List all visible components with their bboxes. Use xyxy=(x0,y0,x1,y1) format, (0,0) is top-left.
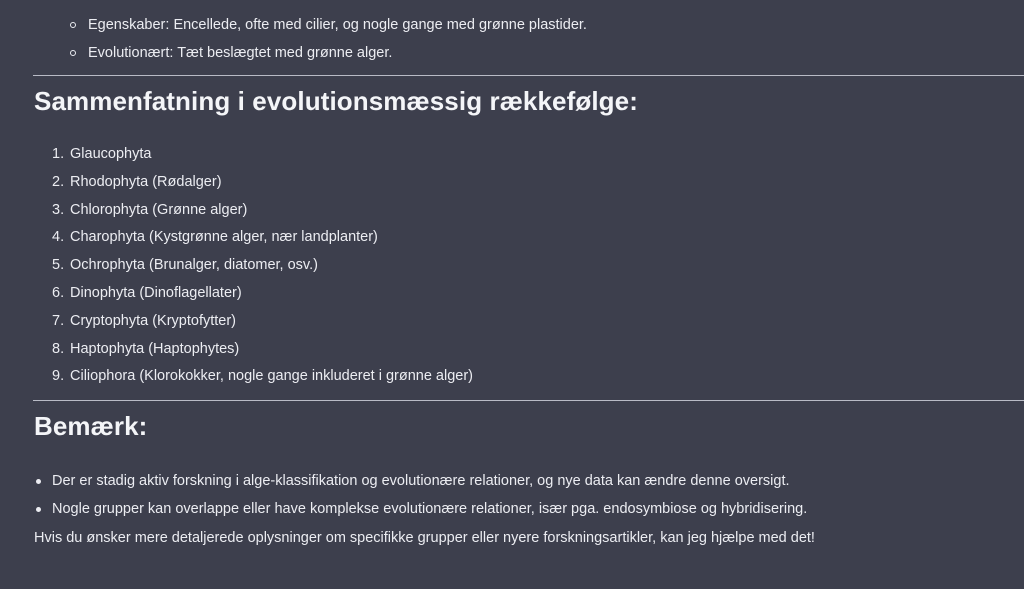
list-item xyxy=(52,141,473,169)
list-item-number: 1. xyxy=(52,146,65,162)
divider xyxy=(33,75,1024,76)
summary-heading: Sammenfatning i evolutionsmæssig rækkefølge: xyxy=(34,86,638,116)
list-item-text: Dinophyta (Dinoflagellater) xyxy=(70,284,242,301)
list-item xyxy=(52,252,473,280)
list-item xyxy=(52,363,473,391)
divider xyxy=(33,400,1024,401)
evolution-order-list xyxy=(52,141,473,391)
note-list xyxy=(35,467,807,523)
list-item-text: Evolutionært: Tæt beslægtet med grønne alger. xyxy=(88,45,393,61)
properties-sublist xyxy=(70,11,587,67)
list-item xyxy=(70,39,587,67)
list-item-number: 7. xyxy=(52,312,65,329)
list-item-number: 3. xyxy=(52,201,65,218)
hollow-bullet-icon xyxy=(70,50,76,56)
bullet-icon xyxy=(36,479,41,484)
list-item-text: Egenskaber: Encellede, ofte med cilier, og nogle gange med grønne plastider. xyxy=(88,17,587,33)
list-item-text: Ochrophyta (Brunalger, diatomer, osv.) xyxy=(70,257,318,274)
list-item-text: Chlorophyta (Grønne alger) xyxy=(70,201,248,218)
note-heading: Bemærk: xyxy=(34,411,148,441)
bullet-icon xyxy=(36,507,41,512)
list-item xyxy=(35,495,807,523)
list-item xyxy=(52,197,473,225)
list-item-number: 5. xyxy=(52,257,65,274)
list-item-text: Rhodophyta (Rødalger) xyxy=(70,173,222,190)
list-item-text: Cryptophyta (Kryptofytter) xyxy=(70,312,236,329)
list-item xyxy=(52,308,473,336)
list-item-number: 8. xyxy=(52,340,65,357)
list-item-number: 6. xyxy=(52,284,65,301)
list-item-number: 2. xyxy=(52,173,65,190)
list-item-text: Haptophyta (Haptophytes) xyxy=(70,340,240,357)
closing-paragraph: Hvis du ønsker mere detaljerede oplysninger om specifikke grupper eller nyere forskningsartikler, kan jeg hjælpe med det! xyxy=(34,530,815,546)
list-item xyxy=(52,336,473,364)
list-item-text: Ciliophora (Klorokokker, nogle gange inkluderet i grønne alger) xyxy=(70,368,474,385)
list-item xyxy=(52,224,473,252)
list-item xyxy=(52,280,473,308)
list-item-text: Glaucophyta xyxy=(70,146,152,162)
list-item-text: Nogle grupper kan overlappe eller have komplekse evolutionære relationer, især pga. endosymbiose og hybridisering. xyxy=(52,501,808,517)
hollow-bullet-icon xyxy=(70,22,76,28)
list-item-number: 4. xyxy=(52,229,65,246)
list-item xyxy=(35,467,807,495)
list-item-text: Der er stadig aktiv forskning i alge-klassifikation og evolutionære relationer, og nye data kan ændre denne oversigt. xyxy=(52,473,790,489)
list-item xyxy=(70,11,587,39)
list-item xyxy=(52,169,473,197)
list-item-number: 9. xyxy=(52,368,65,385)
list-item-text: Charophyta (Kystgrønne alger, nær landplanter) xyxy=(70,229,378,246)
